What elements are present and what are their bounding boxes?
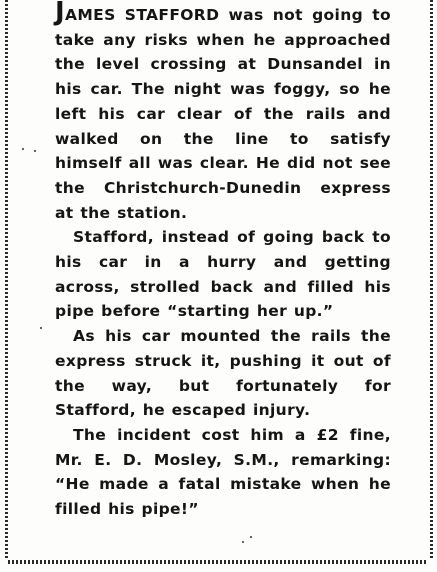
right-column-rule xyxy=(430,0,433,558)
bottom-rule xyxy=(8,560,427,564)
lead-paragraph xyxy=(55,2,391,225)
paragraph-2: Stafford, instead of going back to his car in a hurry and getting across, strolled back and filled his pipe before “starting her up.” xyxy=(55,228,391,321)
print-speck xyxy=(34,150,36,152)
print-speck xyxy=(242,541,244,543)
paragraph-3: As his car mounted the rails the express struck it, pushing it out of the way, but fortunately for Stafford, he escaped injury. xyxy=(55,327,391,420)
left-column-rule xyxy=(5,0,8,558)
print-speck xyxy=(22,148,24,150)
paragraph-4: The incident cost him a £2 fine, Mr. E. D. Mosley, S.M., remarking: “He made a fatal mistake when he filled his pipe!” xyxy=(55,425,391,519)
news-article xyxy=(55,2,391,522)
print-speck xyxy=(40,327,42,329)
drop-cap: J xyxy=(55,0,66,27)
print-speck xyxy=(250,536,252,538)
lead-paragraph-text: AMES STAFFORD was not going to take any risks when he approached the level crossing at Dunsandel in his car. The night was foggy, so he left his car clear of the rails and walked on the line to satisfy himself all was clear. He did not see the Christchurch-Dunedin express at the station. xyxy=(55,6,391,222)
